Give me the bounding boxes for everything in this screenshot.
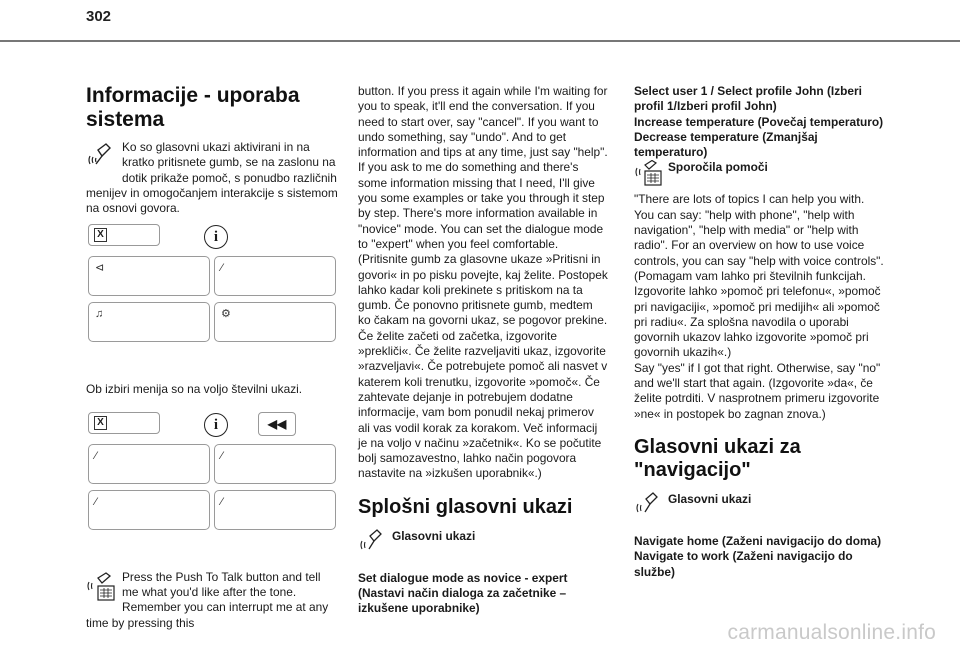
user-temperature-commands: Select user 1 / Select profile John (Izberi profil 1/Izberi profil John) Increase temperature (Povečaj temperaturo) Decrease temperature (Zmanjšaj temperaturo) xyxy=(634,84,884,160)
push-to-talk-text: Press the Push To Talk button and tell me what you'd like after the tone. Remember you can interrupt me at any time by pressing this xyxy=(86,569,329,630)
navigation-voice-commands-label: Glasovni ukazi xyxy=(668,491,752,506)
section-heading-info: Informacije - uporaba sistema xyxy=(86,84,300,131)
close-tab-icon: X xyxy=(94,416,107,430)
menu-tile xyxy=(88,490,210,530)
help-screen-illustration-1 xyxy=(86,224,338,374)
voice-command-icon xyxy=(86,142,118,172)
voice-commands-label-row xyxy=(358,529,608,555)
voice-command-icon xyxy=(634,492,664,518)
menu-tile xyxy=(88,302,210,342)
menu-tile xyxy=(214,256,336,296)
menu-tile xyxy=(214,490,336,530)
column-2 xyxy=(358,84,608,617)
voice-command-icon xyxy=(358,529,388,555)
menu-tile xyxy=(88,256,210,296)
header-rule xyxy=(0,40,960,42)
caption-text: Ob izbiri menija so na voljo številni ukazi. xyxy=(86,382,303,397)
voice-icon: ⁄ xyxy=(221,495,223,508)
music-icon: ♫ xyxy=(95,308,104,321)
menu-tile xyxy=(88,444,210,484)
settings-icon: ⚙ xyxy=(221,308,231,321)
push-to-talk-paragraph xyxy=(86,570,338,631)
voice-help-icon xyxy=(86,572,118,602)
column-3 xyxy=(634,84,884,580)
info-icon: i xyxy=(204,413,228,437)
help-messages-label-row xyxy=(634,160,884,186)
page-number: 302 xyxy=(86,8,112,25)
section-heading-navigation: Glasovni ukazi za "navigacijo" xyxy=(634,435,801,481)
voice-icon: ⁄ xyxy=(221,262,223,275)
close-tab-icon: X xyxy=(94,228,107,242)
help-messages-text: "There are lots of topics I can help you with. You can say: "help with phone", "help with navigation", "help with media" or "help with radio". For an overview on how to use voice controls, you can say "help with voice controls". (Pomagam vam lahko pri številnih funkcijah. Izgovorite lahko »pomoč pri telefonu«, »pomoč pri navigaciji«, »pomoč pri medijih« ali »pomoč pri radiu«. Za splošna navodila o uporabi govornih ukazov lahko izgovorite »pomoč pri govornih ukazih«.) Say "yes" if I got that right. Otherwise, say "no" and we'll start that again. (Izgovorite »da«, če želite potrditi. V nasprotnem primeru izgovorite »ne« in postopek bo zagnan znova.) xyxy=(634,192,884,421)
menu-tile xyxy=(214,302,336,342)
screen-tab xyxy=(88,412,160,434)
navigation-commands: Navigate home (Zaženi navigacijo do doma) Navigate to work (Zaženi navigacijo do službe) xyxy=(634,533,882,579)
help-text-continued: button. If you press it again while I'm waiting for you to speak, it'll end the conversation. If you need to start over, say "cancel". If you want to undo something, say "undo". And to get information and tips at any time, just say "help". If you ask to me do something and there's some information missing that I need, I'll give you some examples or take you through it step by step. There's more information available in "novice" mode. You can set the dialogue mode to "expert" when you feel comfortable. (Pritisnite gumb za glasovne ukaze »Pritisni in govori« in po pisku povejte, kaj želite. Postopek lahko kadar koli prekinete s pritiskom na ta gumb. Če ponovno pritisnete gumb, medtem ko čakam na govorni ukaz, se pogovor prekine. Če želite začeti od začetka, izgovorite »prekliči«. Če želite razveljaviti ukaz, izgovorite »razveljavi«. Če potrebujete pomoč ali nasvet v katerem koli trenutku, izgovorite »pomoč«. Če zahtevate dejanje in potrebujem dodatne informacije, vam bom ponudil nekaj primerov ali vas vodil korak za korakom. Več informacij je na voljo v načinu »začetnik«. Ko se počutite bolj samozavestno, lahko način pogovora nastavite na »izkušen uporabnik«.) xyxy=(358,84,608,481)
navigation-voice-commands-label-row xyxy=(634,492,884,518)
help-messages-label: Sporočila pomoči xyxy=(668,160,768,175)
intro-paragraph xyxy=(86,140,338,216)
column-1 xyxy=(86,84,338,631)
voice-icon: ⁄ xyxy=(95,495,97,508)
voice-help-icon xyxy=(634,160,664,186)
intro-text: Ko so glasovni ukazi aktivirani in na kratko pritisnete gumb, se na zaslonu na dotik prikaže pomoč, s ponudbo različnih menijev in omogočanjem interakcije s sistemom na osnovi govora. xyxy=(86,140,338,216)
watermark: carmanualsonline.info xyxy=(727,621,936,644)
help-screen-illustration-2 xyxy=(86,412,338,562)
back-arrows-icon: ◀◀ xyxy=(258,412,296,436)
info-icon: i xyxy=(204,225,228,249)
screen-tab xyxy=(88,224,160,246)
voice-icon: ⁄ xyxy=(221,449,223,462)
menu-tile xyxy=(214,444,336,484)
navigation-icon: ⊲ xyxy=(95,262,105,275)
voice-icon: ⁄ xyxy=(95,449,97,462)
section-heading-general: Splošni glasovni ukazi xyxy=(358,495,573,518)
dialogue-mode-command: Set dialogue mode as novice - expert (Nastavi način dialoga za začetnike – izkušene uporabnike) xyxy=(358,570,568,616)
voice-commands-label: Glasovni ukazi xyxy=(392,528,476,543)
